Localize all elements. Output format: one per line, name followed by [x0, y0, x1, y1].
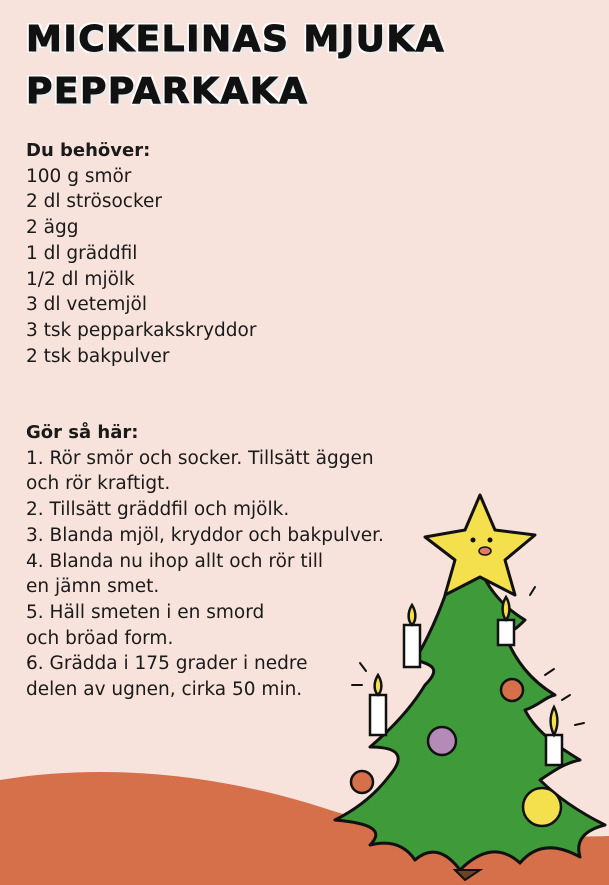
- christmas-tree-with-star-icon: [330, 485, 609, 885]
- instruction-line: 3. Blanda mjöl, kryddor och bakpulver.: [26, 524, 384, 546]
- ingredients-heading: Du behöver:: [26, 140, 151, 161]
- instruction-line: 6. Grädda i 175 grader i nedre: [26, 653, 308, 675]
- ingredient-item: 1 dl gräddfil: [26, 242, 138, 264]
- instructions-heading: Gör så här:: [26, 422, 139, 443]
- instruction-line: 5. Häll smeten i en smord: [26, 601, 265, 623]
- ingredient-item: 2 dl strösocker: [26, 191, 162, 213]
- instruction-line: 4. Blanda nu ihop allt och rör till: [26, 550, 324, 572]
- ingredient-item: 3 dl vetemjöl: [26, 294, 147, 316]
- instruction-line: och bröad form.: [26, 627, 174, 649]
- instruction-line: och rör kraftigt.: [26, 473, 171, 495]
- recipe-title-line-2: PEPPARKAKA: [26, 71, 309, 112]
- instruction-line: 1. Rör smör och socker. Tillsätt äggen: [26, 447, 374, 469]
- ingredient-item: 100 g smör: [26, 165, 132, 187]
- recipe-title-line-1: MICKELINAS MJUKA: [26, 19, 446, 60]
- ingredient-item: 2 ägg: [26, 217, 79, 239]
- ingredient-item: 3 tsk pepparkakskryddor: [26, 319, 257, 341]
- instruction-line: 2. Tillsätt gräddfil och mjölk.: [26, 499, 290, 521]
- ingredient-item: 2 tsk bakpulver: [26, 345, 170, 367]
- recipe-title: [26, 14, 445, 118]
- instruction-line: delen av ugnen, cirka 50 min.: [26, 679, 303, 701]
- ingredients-section: [26, 138, 256, 369]
- instruction-line: en jämn smet.: [26, 576, 160, 598]
- ingredient-item: 1/2 dl mjölk: [26, 268, 135, 290]
